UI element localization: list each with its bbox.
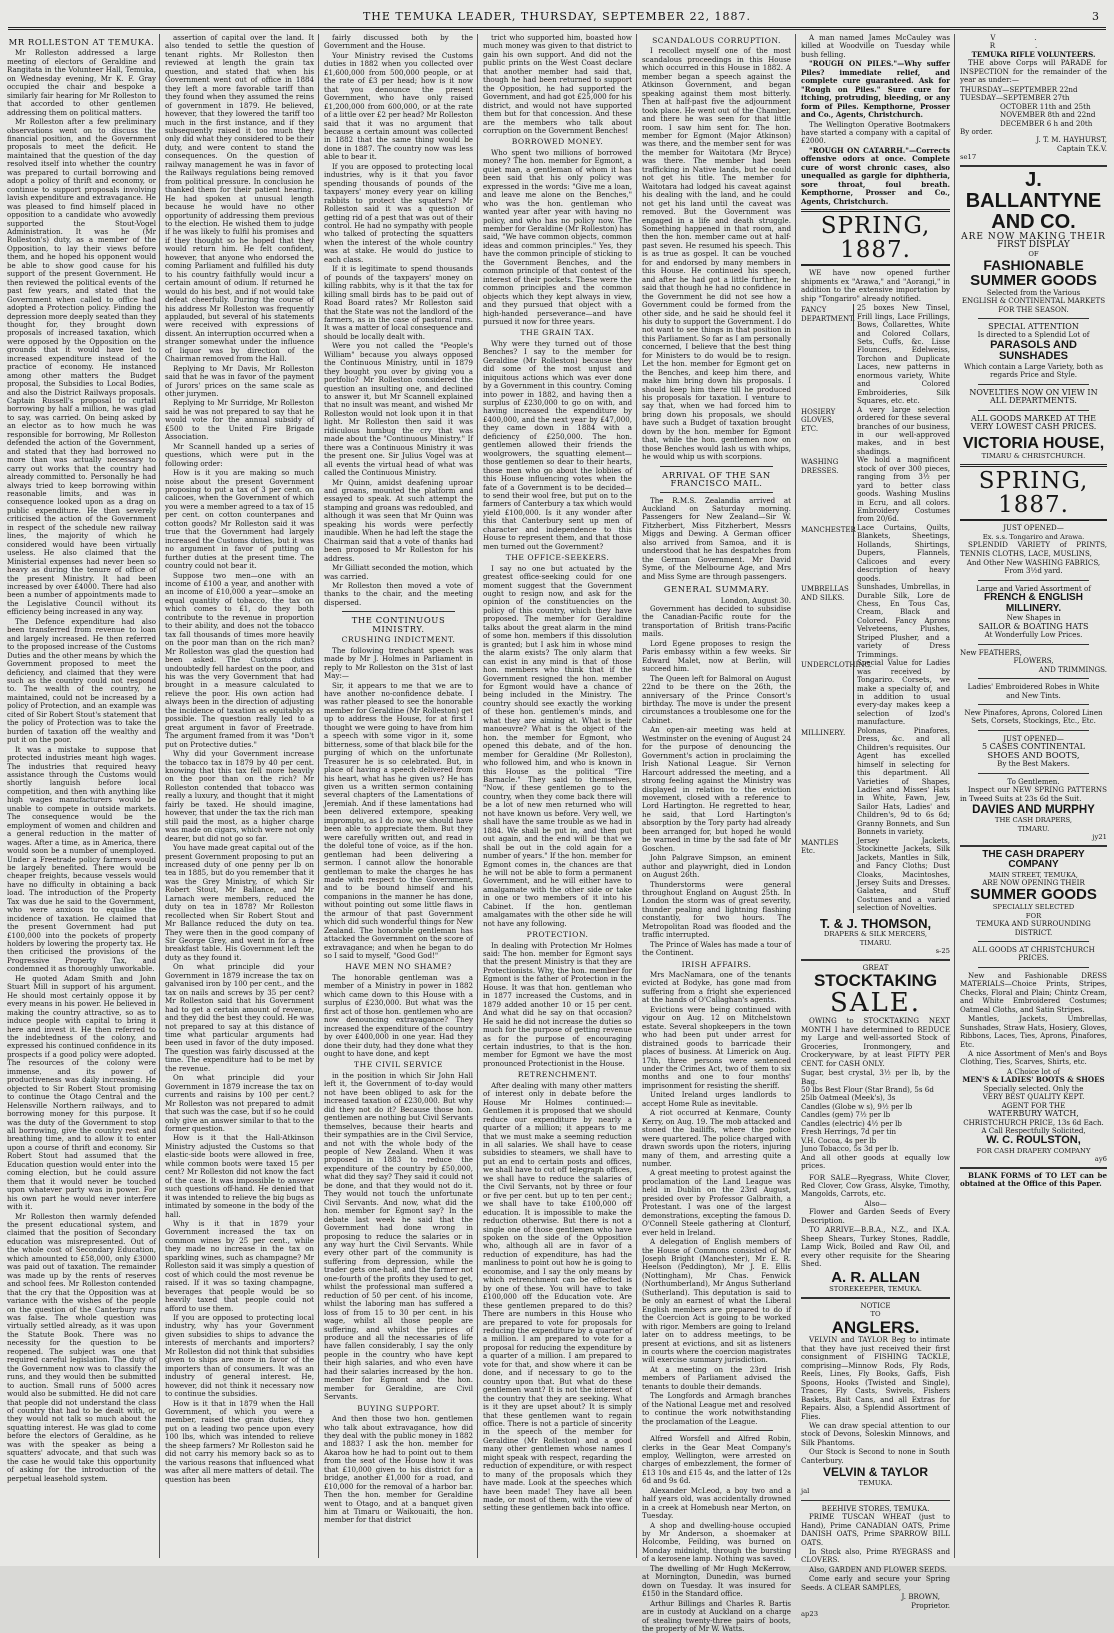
article-paragraph: I say no one but actuated by the greatest office-seeking could for one moment suggest that the Government ought to resign now, and ask for the opinion of the constituencies on the policy of this country, which they have proposed. The member for Geraldine talks about the great alarm in the mind of some hon. members if this dissolution is granted; but I ask him in whose mind the alarm exists? The only alarm that can exist in any mind is that of those hon. members who think that if the Government resigned the hon. member for Egmont would have a chance of being included in the Ministry. The country should see exactly the working of these hon. gentlemen's minds, and what they are aiming at. What is their manoeuvre? What is the object of the hon. the member for Egmont, who opened this debate, and of the hon. member for Geraldine (Mr Rolleston), who followed him, and who is known in this House as the political "Tire Barnacle." They said to themselves, "Now, if these gentlemen go to the country, when they come back there will be a lot of new men returned who will not have known us before. Very well, we shall have the same trouble as we had in 1884. We shall be put in, and then put out again, and the end will be that we shall be out in the cold again for a number of years." If the hon. member for Egmont comes in, the chances are that he will not be able to form a permanent Government, and he will either have to amalgamate with the other side or take in one or two members of it into his Cabinet. If the hon. gentleman amalgamates with the other side he will not have any following. (483, 563, 632, 928)
section-subhead: SCANDALOUS CORRUPTION. (652, 36, 781, 45)
section-subhead: PROTECTION. (526, 930, 589, 940)
advert-text: SPECIAL ATTENTION (988, 321, 1079, 331)
advert-rough-on-catarrh: "ROUGH ON CATARRH."—Corrects offensive odors at once. Complete cure of worst chronic cases, also unequalled as gargle for diphtheria, sore throat, foul breath. Kempthorne, Prosser and Co., Agents, Christchurch. (801, 145, 950, 206)
news-item: A man named James McCauley was killed at Woodville on Tuesday while bush felling. (801, 33, 950, 59)
advert-text: New Pinafores, Aprons, Colored Linen Sets, Corsets, Stockings, Etc., Etc. (964, 708, 1103, 726)
advert-text: TO ARRIVE—B.B.A., N.Z., and IX.A. Sheep Shears, Turkey Stones, Raddle, Lamp Wick, Boiled and Raw Oil, and every other requisite for the Shearing Shed. (801, 1225, 950, 1269)
price-item: Juno Tobacco, 5s 3d per lb. (801, 1144, 899, 1154)
column-rule (477, 34, 478, 1558)
article-paragraph: At a meeting on the 23rd Irish members of Parliament advised the tenants to double their demands. (642, 1364, 791, 1391)
article-paragraph: Suppose two men—one with an income of £100 a year, and another with an income of £10,000 a year—smoke an equal quantity of tobacco, the tax on which comes to £1, do they both contribute to the revenue in proportion to their ability, and does not the tobacco tax fall thousands of times more heavily on the poor man than on the rich man? Mr Rolleston was glad the question had been asked. The Customs duties undoubtedly fell hardest on the poor, and his was the very Government that had brought in a measure calculated to relieve the poor. His own action had always been in the direction of adjusting the incidence of taxation as equitably as possible. The question really led to a great argument in favor of Freetrade. The argument framed from it was "Don't put on Protective duties." (165, 570, 314, 749)
advert-text: WATERBURY WATCH, (988, 1109, 1079, 1119)
divider (978, 318, 1089, 319)
column-rule (795, 34, 796, 1558)
advert-text: We can draw special attention to our stock of Devons, Soleskin Minnows, and Silk Phantoms. (801, 1421, 950, 1447)
parade-date: OCTOBER 11th and 25th (1000, 101, 1091, 111)
advertiser-address: MAIN STREET, TEMUKA, (989, 870, 1078, 879)
advert-parasols: PARASOLS AND SUNSHADES (990, 338, 1077, 363)
advert-text: SPLENDID VARIETY of PRINTS, TENNIS CLOTHS, LACE, MUSLINS, (960, 540, 1107, 558)
advert-text: New and Fashionable DRESS MATERIALS—Choice Prints, Stripes, Checks, Floral and Plain; Chintz Cream, and White Embroidered Costumes; Oatmeal Cloths, and Satin Stripes. (960, 970, 1107, 1014)
section-subhead: BUYING SUPPORT. (357, 1403, 440, 1413)
article-paragraph: Mrs MacNamara, one of the tenants evicted at Bodyke, has gone mad from suffering from a fright she experienced at the hands of O'Callaghan's agents. (642, 970, 791, 1005)
article-paragraph: The following trenchant speech was made by Mr J. Holmes in Parliament in reply to Mr Rolleston on the 31st of last May:— (324, 645, 473, 681)
parade-dates (960, 86, 1107, 128)
advert-text: AND TRIMMINGS. (1038, 664, 1107, 674)
advert-heading: TEMUKA RIFLE VOLUNTEERS. (971, 49, 1096, 59)
advert-text: In Stock also, Prime RYEGRASS and CLOVERS. (801, 1547, 950, 1565)
masthead-title: THE TEMUKA LEADER, THURSDAY, SEPTEMBER 22, 1887. (362, 10, 752, 23)
department-label: HOSIERY GLOVES, ETC. (801, 407, 836, 433)
advert-text: THE above Corps will PARADE for INSPECTION for the remainder of the year as under:— (960, 58, 1107, 85)
article-paragraph: It was a mistake to suppose that protected industries meant high wages. The industries that required heavy assistance through the Customs would shortly languish before local competition, and then with anything like high wages manufacturers would be unable to compete in outside markets. The consequence would be the employment of women and children and a general reduction in the matter of wages. After a time, as in America, there would soon be a number of unemployed. Under a Freetrade policy farmers would be largely benefited. There would be cheaper freights, because vessels would have no difficulty in obtaining a back load. The introduction of the Property Tax was due he said to the Government, who were anxious to equalise the incidence of taxation. He claimed that the present Government had put £100,000 into the pockets of property holders by lowering the property tax. He then criticised the provisions of the Progressive Property Tax, and condemned it as thoroughly unworkable. (7, 744, 156, 974)
advert-spring-heading: SPRING, 1887. (960, 464, 1107, 521)
article-paragraph: Replying to Mr Surridge, Mr Rolleston said he was not prepared to say that he would vote for the annual subsidy of £500 to the United Fire Brigade Association. (165, 398, 314, 442)
advert-rough-on-piles: "ROUGH ON PILES."—Why suffer Piles? immediate relief, and complete cure guaranteed. Ask for "Rough on Piles." Sure cure for itching, protruding, bleeding, or any form of Piles. Kempthorne, Prosser and Co., Agents, Christchurch. (801, 59, 950, 120)
advert-text: By the Best Makers. (997, 759, 1070, 769)
advert-text: JUST OPENED— (1003, 733, 1064, 743)
column-rule (159, 34, 160, 1558)
divider (660, 466, 773, 467)
article-paragraph: The Prince of Wales has made a tour of the Continent. (642, 939, 791, 958)
advert-text: Also, GARDEN AND FLOWER SEEDS. (809, 1564, 947, 1574)
divider (660, 492, 773, 493)
advert-text: Specially selected. Only the (983, 1083, 1084, 1093)
column-rule (954, 34, 955, 1558)
price-list (801, 1069, 950, 1170)
article-paragraph: Were you not called the "People's William" because you always opposed the Continuous Ministry, until in 1879 they bought you over by giving you a portfolio? Mr Rolleston considered the question an insulting one, and declined to answer it, but Mr Scannell explained that no insult was meant, and wished Mr Rolleston would not look upon it in that light. Mr Rolleston then said it was ridiculous humbug the cry that was made about the "Continuous Ministry." If there was a Continuous Ministry it was the present one. Sir Julius Vogel was at all events the virtual head of what was called the Continuous Ministry. (324, 341, 473, 478)
advert-to: TO (870, 1310, 881, 1319)
advertiser-town: TIMARU. (1017, 824, 1050, 833)
article-paragraph: Government has decided to subsidise the Canadian-Pacific route for the transportation of British trans-Pacific mails. (642, 604, 791, 639)
divider (342, 611, 455, 612)
advert-text: SHOES AND BOOTS, (987, 750, 1080, 761)
advertiser-trade: THE CASH DRAPERS, (994, 816, 1073, 825)
advertiser-town: TEMUKA. (858, 1478, 893, 1487)
article-paragraph: How is it that in 1879 when the Hall Government, of which you were a member, raised the grain duties, they put on a leading two pence upon every 100 lbs, which was intended to relieve the sheep farmers? Mr Rolleston said he did not carry his memory back so as to the various reasons that influenced what was after all mere matters of detail. The question has been (165, 1398, 314, 1484)
advert-text: WE have now opened further shipments ex "Arawa," and "Aorangi," in addition to the extensive importation by ship "Tongariro" already notified. (801, 268, 950, 303)
department-row (801, 583, 950, 659)
divider (660, 1430, 773, 1431)
article-paragraph: A riot occurred at Kenmare, County Kerry, on Aug. 19. The mob attacked and stoned the bailiffs, where the police were quartered. The police charged with drawn swords upon the rioters, injuring many of them, and arresting quite a number. (642, 1108, 791, 1168)
advert-blank-forms: BLANK FORMS of TO LET can be obtained at the Office of this Paper. (960, 1170, 1107, 1189)
price-item: Fresh Herrings, 7d per tin (801, 1127, 897, 1137)
article-paragraph: fairly discussed both by the Government and the House. (324, 33, 473, 51)
advert-text: Flower and Garden Seeds of Every Description. (801, 1207, 950, 1225)
advert-text: Come early and secure your Spring Seeds. A CLEAR SAMPLES, (801, 1574, 950, 1592)
parade-date: NOVEMBER 8th and 22nd (1000, 110, 1096, 120)
advert-text: ALL GOODS MARKED AT THE VERY LOWEST CASH PRICES. (970, 413, 1097, 432)
advert-text: JUST OPENED— (1003, 523, 1064, 533)
article-paragraph: Mr Scannell handed up a series of questions, which were put in the following order: (165, 441, 314, 468)
advert-text: New FEATHERS, (960, 647, 1022, 657)
article-paragraph: How is it you are making so much noise about the present Government proposing to put a tax of 3 per cent. on calicoes, when the Government of which you were a member agreed to a tax of 15 per cent. on cotton counterpanes and cotton goods? Mr Rolleston said it was true that the Government had largely increased the Customs duties, but it was no argument in favor of putting on further duties at the present time. The country could not bear it. (165, 468, 314, 571)
advert-text: By order. (960, 126, 993, 136)
article-headline: GENERAL SUMMARY. (663, 584, 770, 595)
department-text: A very large selection ordered for these several branches of our business, in our well-approved makes, and in best shadings. (853, 406, 950, 457)
article-paragraph: Why is it that in 1879 your Government increased the tax on common wines by 25 per cent., while they made no increase in the tax on sparkling wines, such as champagne? Mr Rolleston said it was simply a question of cost of which could the most revenue be raised. If it was so taxing champagne, beverages that people would be so heavily taxed that people could not afford to use them. (165, 1218, 314, 1313)
article-paragraph: If you are opposed to protecting local industries, why is it that you favor spending thousands of pounds of the taxpayers' money every year on killing rabbits to protect the squatters? Mr Rolleston said it was a question of getting rid of a pest that was out of their control. He had no sympathy with people who talked of protecting the squatters when the interest of the whole country was at stake. He would do justice to each class. (324, 161, 473, 264)
section-subhead: THE CIVIL SERVICE (354, 1060, 443, 1070)
article-paragraph: On what principle did your Government in 1879 increase the tax on currents and raisins by 100 per cent.? Mr Rolleston was not prepared to admit that such was the case, but if so he could only give an answer similar to that to the former question. (165, 1073, 314, 1133)
advert-text: FOR SALE—Ryegrass, White Clover, Red Clover, Cow Grass, Alsyke, Timothy, Mangolds, Carrots, etc. (801, 1172, 950, 1199)
department-text: Polonas, Pinafores, Dress, &c. and all Children's requisites. Our Agent has excelled himself in selecting for this department. All Varieties of Shapes, Ladies' and Misses' Hats in White, Fawn, Jew, Sailor Hats, Ladies' and Children's, 9d to 6s 6d; Granny Bonnets, and Sun Bonnets in variety. (853, 727, 950, 837)
article-paragraph: A delegation of English members of the House of Commons consisted of Mr Joseph Bright (Manchester), Mr E. R. Heelson (Peddington), Mr J. E. Ellis (Nottingham), Mr Chas. Fenwick (Northumberland), Mr Angus Sutherland (Sutherland). This deputation is said to be only an earnest of what the Liberal English members are prepared to do if the Coercion Act is going to be worked with rigor. Members are going to Ireland later on to address meetings, to be present at evictions, and sit as listeners in courts where the coercion magistrates will exercise summary jurisdiction. (642, 1237, 791, 1365)
department-text: Lace Curtains, Quilts, Blankets, Sheetings, Hollands, Shirtings, Dupers, Flannels, Calicoes and every description of heavy goods. (853, 524, 950, 583)
section-subhead: BORROWED MONEY. (511, 137, 604, 147)
advert-text: ENGLISH & CONTINENTAL MARKETS FOR THE SEASON. (961, 296, 1106, 314)
column-7 (957, 34, 1110, 1558)
advertiser-town: TIMARU. (859, 938, 892, 947)
article-paragraph: Who spent two millions of borrowed money? The hon. member for Egmont, a quiet man, a gentleman of whom it has been said that his only policy was expressed in the words: "Give me a loan, and leave me alone on the Benches," who was the hon. gentleman who wanted year after year with having no policy, and who has no policy now. The member for Geraldine (Mr Rolleston) has said, "We have common objects, common ideas and common principles." Yes, they have the common principle of sticking to the Government Benches, and the common principle of that contest of the interest of their pockets. These were the common principles and the common objects which they kept always in view, and they pursued that object with a high-handed perseverance—and have pursued it now for three years. (483, 147, 632, 326)
advert-ref: ay6 (1094, 1155, 1107, 1164)
divider (960, 1167, 1107, 1169)
advert-text: A Choice lot of (1007, 1066, 1060, 1076)
divider (978, 410, 1089, 411)
article-paragraph: Mr Gilliatt seconded the motion, which was carried. (324, 563, 473, 581)
advert-heading: BEEHIVE STORES, TEMUKA. (821, 1503, 930, 1513)
article-headline: ARRIVAL OF THE SAN FRANCISCO MAIL. (662, 469, 771, 489)
article-paragraph: In dealing with Protection Mr Holmes said: The hon. member for Egmont says that the present Ministry is that they are Protectionists. Why, the hon. member for Egmont is the father of Protection in the House. It was that hon. gentleman who in 1877 increased the Customs, and in 1879 added another 10 or 15 per cent. And what did he say on that occasion? He said he did not increase the duties so much for the purpose of getting revenue as for the purpose of encouraging certain industries, to that is the hon. member for Egmont we have the most pronounced Protectionist in the House. (483, 940, 632, 1068)
divider (978, 704, 1089, 705)
advert-text: At Wonderfully Low Prices. (984, 630, 1083, 640)
department-row (801, 659, 950, 727)
advert-text: Which contain a Large Variety, both as regards Price and Style. (963, 361, 1104, 380)
divider (960, 845, 1107, 847)
advertiser-name: VICTORIA HOUSE, (962, 434, 1105, 452)
department-row (801, 304, 950, 405)
advert-text: FIRST DISPLAY (997, 240, 1070, 251)
article-paragraph: A shop and dwelling-house occupied by Mr Anderson, a shoemaker at Holcombe, Feilding, was burned on Monday midnight, through the bursting of a kerosene lamp. Nothing was saved. (642, 1520, 791, 1564)
column-5 (639, 34, 794, 1633)
advert-text: CHRISTCHURCH PRICE, 13s 6d Each. (963, 1117, 1104, 1127)
article-paragraph: Lord Egene proposes to resign the Paris embassy within a few weeks. Sir Edward Malet, now at Berlin, will succeed him. (642, 638, 791, 674)
advertiser-name: A. R. ALLAN (831, 1268, 920, 1286)
article-paragraph: in the position in which Sir John Hall left it, the Government of to-day would not have been obliged to ask for the increased taxation of £230,000. But why did they not do it? Because those hon. gentlemen are nothing but Civil Servants themselves, because their hearts and their sympathies are in the Civil Service, and not with the whole body of the people of New Zealand. When it was proposed in 1883 to reduce the expenditure of the country by £50,000, what did they say? They said it could not be done, and that they would not do it. They would not touch the unfortunate Civil Servants. And now, what did the hon. member for Egmont say? In the debate last week he said that the Government had done wrong in proposing to reduce the salaries or in any way hurt the Civil Servants. While every other part of the community is suffering from depression, while the trader gets one-half, and the farmer not one-fourth of the profits they used to get, whilst the professional man suffered a reduction of 50 per cent. of his income, whilst the laboring man has suffered a loss of from 15 to 30 per cent. in his wage, whilst all those people are suffering, and whilst the prices of produce and all the necessaries of life have fallen considerably, I say the only people in the country who have kept their high salaries, and who even have had their salaries increased by the hon. member for Egmont and the hon. member for Geraldine, are Civil Servants. (324, 1070, 473, 1402)
advert-text: A Call Respectfully Solicited, (981, 1126, 1086, 1136)
advert-text: PRIME TUSCAN WHEAT (just to Hand), Prime CANADIAN OATS, Prime DANISH OATS, Prime SPARROW BILL OATS. (801, 1512, 950, 1547)
article-paragraph: The Defence expenditure had also been transferred from revenue to loan and largely increased. He then referred to the proposed increase of the Customs Duties and the other means by which the Government proposed to meet the deficiency, and claimed that they were such as the country could not respond to. The wealth of the country, he maintained, could not be increased by a policy of Protection, and an example was cited of Sir Robert Stout's statement that the policy of Protection was to take the burden of taxation off the wealthy and put it on the poor. (7, 616, 156, 745)
price-item: 50 lbs Best Flour (Star Brand), 5s 6d (801, 1085, 934, 1094)
department-label: WASHING DRESSES. (801, 458, 839, 475)
section-subhead: HAVE MEN NO SHAME? (345, 962, 452, 972)
article-paragraph: Your Ministry revised the Customs duties in 1882 when you collected over £1,600,000 from 500,000 people, or at the rate of £3 per head; how is it now that you denounce the present Government, who have only raised £1,200,000 from 600,000, or at the rate of a little over £2 per head? Mr Rolleston said that it was no argument that because a certain amount was collected in 1882 that the same thing would be done in 1887. The country now was less able to bear it. (324, 50, 473, 162)
department-row (801, 406, 950, 457)
advertiser-trade: FOR CASH DRAPERY COMPANY (976, 1147, 1091, 1156)
article-paragraph: Why did your Government increase the tobacco tax in 1879 by 40 per cent. knowing that this tax fell more heavily on the poor than on the rich? Mr Rolleston contended that tobacco was really a luxury, and thought that it might fairly be taxed. He should imagine, however, that under the tax the rich man still paid the most, as a higher charge was made on cigars, which were not only dearer, but did not go so far. (165, 749, 314, 843)
divider (978, 384, 1089, 385)
dateline: London, August 30. (720, 595, 791, 605)
department-row (801, 837, 950, 913)
advert-ref: jal (801, 1487, 810, 1496)
price-item: And all other goods at equally low prices. (801, 1152, 950, 1171)
advertiser-town: TIMARU & CHRISTCHURCH. (981, 452, 1086, 461)
article-paragraph: Mr Quinn, amidst deafening uproar and groans, mounted the platform and essayed to speak. At such attempt the stamping and groans was redoubled, and although it was seen that Mr Quinn was speaking his words were perfectly inaudible. When he had left the stage the Chairman said that a vote of thanks had been proposed to Mr Rolleston for his address. (324, 477, 473, 563)
article-paragraph: trict who supported him, boasted how much money was given to that district to gain his own support. And did not the public prints on the West Coast declare that another member had said that, though he had been returned to support the Opposition, he had supported the Government, and had got £25,000 for his district, and would not have supported them but for that concession. And these are the members who talk about corruption on the Government Benches! (483, 33, 632, 135)
article-paragraph: An open-air meeting was held at Westminster on the evening of August 24 for the purpose of denouncing the Government's action in proclaiming the Irish National League. Sir Vernon Harcourt addressed the meeting, and a strong feeling against the Ministry was displayed in relation to the eviction movement, closed with a reference to Lord Hartington. He regretted to hear, he said, that Lord Hartington's absorption by the Tory party had already been arranged for, but hoped he would be warned in time by the sad fate of Mr Goschen. (642, 725, 791, 853)
department-text: Special Value for Ladies was received by Tongariro. Corsets, we make a specialty of, and in addition to usual every-day makes keep a selection of Izod's manufacture. (853, 659, 950, 727)
advert-text: Also— (864, 1198, 887, 1208)
advert-text: VERY BEST QUALITY KEPT. (982, 1092, 1085, 1102)
article-paragraph: John Palgrave Simpson, an eminent author and playwright, died in London on August 26th. (642, 853, 791, 880)
article-paragraph: Evictions were being continued with vigour on Aug. 12 on Mitchelstown estate. Several shopkeepers in the town who had been put under arrest for distrained goods to barricade their places of business. At Limerick on Aug. 17th, three persons were sentenced under the Crimes Act, two of them to six months and one to four months' imprisonment for resisting the sheriff. (642, 1004, 791, 1090)
article-paragraph: He quoted Adam Smith and John Stuart Mill in support of his argument. He should most certainly oppose it by every means in his power. He believed in making the country attractive, so as to induce people with capital to bring it here and invest it. He then referred to the indebtedness of the colony, and expressed his continued confidence in its prospects if a good policy were adopted. The resources of the colony were immense, and its power of productiveness was daily increasing. He objected to Sir Robert Stout promising to continue the Otago Central and the Helensville Northern railways, and to borrowing money for this purpose. It was the duty of the Government to stop all borrowing, give the country rest and breathing time, and to allow it to enter upon a course of thrift and economy. Sir Robert Stout had assumed that the Education question would enter into the coming election, but he could assure them that it would never be touched upon whatever party was in power. For his own part he would never interfere with it. (7, 973, 156, 1212)
vr-heading: V. R. (989, 33, 1078, 51)
department-text: Jersey Jackets, Stockinette Jackets, Silk Jackets, Mantles in Silk, and Fancy Cloths; Dust Cloaks, Macintoshes, Jersey Suits and Dresses. Galatea, and Stuff Costumes and a varied selection of Novelties. (853, 837, 950, 913)
column-rule (318, 34, 319, 1558)
advert-ref: s-25 (935, 947, 950, 956)
article-paragraph: The dwelling of Mr Hugh McKerrow, at Mornington, Dunedin, was burned down on Tuesday. It was insured for £150 in the Standard office. (642, 1563, 791, 1599)
page-number: 3 (1092, 10, 1100, 23)
advert-departments (801, 304, 950, 913)
article-paragraph: Arthur Billings and Charles R. Bartis are in custody at Auckland on a charge of stealing twenty-three pairs of boots, the property of Mr W. Watts. (642, 1598, 791, 1633)
price-item: 25lb Oatmeal (Meek's), 3s (801, 1093, 896, 1103)
advert-french-millinery: FRENCH & ENGLISH MILLINERY. (984, 592, 1083, 614)
advert-text: Ex. s.s. Tongariro and Arawa. (982, 532, 1085, 541)
advert-text: OWING to STOCKTAKING NEXT MONTH I have determined to REDUCE my Large and well-assorted Stock of Groceries, Ironmongery, and Crockeryware, by at least FIFTY PER CENT. for CASH ONLY. (801, 1016, 950, 1068)
advertiser-trade: DRAPERS & SILK MERCERS, (823, 930, 928, 939)
advertiser-name: T. & J. THOMSON, (819, 915, 932, 931)
advertiser-name: J. BROWN, (901, 1592, 940, 1602)
section-subhead: RETRENCHMENT. (517, 1070, 598, 1080)
article-paragraph: Replying to Mr Davis, Mr Rolleston said that he was in favor of the payment of Jurors' prices on the same scale as other jurymen. (165, 363, 314, 399)
advert-ref: se17 (960, 153, 977, 162)
advert-text: OF (1028, 249, 1039, 258)
article-paragraph: United Ireland urges landlords to accept Home Rule as inevitable. (642, 1090, 791, 1108)
advert-text: FOR (1025, 911, 1042, 920)
department-text: 25 boxes New Tinsel, Frill lings, Lace Frillings, Bows, Collarettes, White and Colored Collars, Sets, Cuffs, &c. Lisse Flounces, Edelweiss, Torchon and Duplicate Laces, new patterns in enormous variety, White and Colored Embroideries, Silk Squares, etc. etc. (853, 304, 950, 405)
article-paragraph: The honorable gentleman was a member of a Ministry in power in 1882 which came down to this House with a surplus of £230,000. But what was the first act of those hon. gentlemen who are now denouncing extravagance? They increased the expenditure of the country by over £400,000 in one year. Had they done their duty, had they done what they ought to have done, and kept (324, 972, 473, 1059)
article-paragraph: Thunderstorms were general throughout England on August 25th. In London the storm was of great severity, thunder pealing and lightning flashing constantly, for two hours. The Metropolitan Road was flooded and the traffic interrupted. (642, 879, 791, 940)
advert-ref: jy21 (1092, 833, 1107, 842)
article-paragraph: The Queen left for Balmoral on August 22nd to be there on the 26th, the anniversary of the Prince Consort's birthday. The move is under the present circumstances a troublesome one for the Cabinet. (642, 673, 791, 725)
advert-text: Is directed to a Splendid Lot of (977, 330, 1090, 340)
article-paragraph: Mr Rolleston then warmly defended the present educational system, and claimed that the position of Secondary education was misrepresented. Out of the whole cost of Secondary Education, which amounted to £58,000, only £3000 was paid out of taxation. The remainder was made up by the rents of reserves and school fees. Mr Rolleston contended that the cry that the Opposition was at variance with the wishes of the people on the question of the Canterbury runs was false. The whole question was virtually settled already, as it was upon the Statute Book. There was no necessity for the question to be reopened. The subject was one that required careful legislation. The duty of the Government now was to classify the runs, and they would then be submitted to auction. Small runs of 5000 acres would also be submitted. He did not care that people did not understand the class of country that had to be dealt with, or they would not talk so much about the squatting interest. He was glad to come before the electors of Geraldine, as he was with the speaker as being a squatters' advocate, and that such was the case he would take this opportunity of asking for the introduction of the perpetual leasehold system. (7, 1211, 156, 1483)
advert-fashionable: FASHIONABLE (983, 257, 1084, 274)
parade-date: THURSDAY—SEPTEMBER 22nd (960, 84, 1078, 94)
advertiser-name: VELVIN & TAYLOR (822, 1465, 929, 1480)
section-subhead: IRISH AFFAIRS. (681, 959, 752, 969)
column-3 (321, 34, 476, 1558)
department-label: MILLINERY. (801, 728, 846, 737)
divider (801, 1500, 950, 1501)
advertiser-name: THE CASH DRAPERY COMPANY (982, 848, 1085, 870)
article-paragraph: You have made great capital out of the present Government proposing to put an increased duty of one penny per lb on tea in 1885, but do you remember that it was the Grey Ministry, of which Sir Robert Stout, Mr Ballance, and Mr Larnach were members, reduced the duty on tea in 1878? Mr Rolleston recollected when Sir Robert Stout and Mr Ballance reduced the duty on tea. They were then in the good company of Sir George Grey, and went in for a free breakfast table. His Government left the duty as they found it. (165, 843, 314, 962)
advertiser-title: Proprietor. (911, 1600, 950, 1610)
parade-date: TUESDAY—SEPTEMBER 27th (960, 93, 1070, 103)
divider (801, 959, 950, 961)
article-paragraph: Alfred Worsfell and Alfred Robin, clerks in the Gear Meat Company's employ, Wellington, were arrested on charges of embezzlement, the former of £13 10s and £15 4s, and the latter of 12s 6d and 9s 6d. (642, 1434, 791, 1486)
department-label: MANCHESTER (801, 525, 856, 534)
column-2 (162, 34, 317, 1558)
advert-notice: NOTICE (860, 1300, 891, 1310)
article-paragraph: Mr Rolleston then moved a vote of thanks to the chair, and the meeting dispersed. (324, 581, 473, 607)
advert-text: Large and Varied Assortment of (976, 583, 1091, 593)
advert-text: ARE NOW OPENING THEIR (982, 877, 1085, 887)
divider (978, 678, 1089, 679)
article-paragraph: Alexander McLeod, a boy two and a half years old, was accidentally drowned in a creek at Homebush near Merton, on Tuesday. (642, 1485, 791, 1521)
advert-great: GREAT (862, 962, 889, 972)
article-paragraph: The R.M.S. Zealandia arrived at Auckland on Saturday morning. Passengers for New Zealand—Sir W. Fitzherbert, Miss Fitzherbert, Messrs Miggs and Dewing. A German officer also arrived from Samoa, and it is understood that he has despatches from the German Government. Mr David Syme, of the Melbourne Age, and Mrs and Miss Syme are through passengers. (642, 495, 791, 581)
price-item: Candles (gem) 7½ per lb (801, 1110, 891, 1120)
department-row (801, 524, 950, 583)
department-row (801, 456, 950, 524)
news-item: The Wellington Operative Bootmakers have started a company with a capital of £2000. (801, 119, 950, 146)
advertiser-name: DAVIES AND MURPHY (972, 804, 1095, 817)
price-item: V.H. Cocoa, 4s per lb (801, 1135, 877, 1145)
advert-text: MEN'S & LADIES' BOOTS & SHOES (962, 1075, 1105, 1085)
column-6 (798, 33, 953, 1619)
article-headline: MR ROLLESTON AT TEMUKA. (8, 37, 155, 47)
article-paragraph: I recollect myself one of the most scandalous proceedings in this House which occurred in this House in 1882. A member began a speech against the Atkinson Government, and began speaking against them most bitterly. Then at half-past five the adjournment took place. He went out of the Chamber, and there he was seen for that little room. I saw him sent for. The hon. member for Egmont (Major Atkinson) was there, and the member sent for was the member for Waitotara (Mr Bryce) was there. The member had been trafficking in Native lands, but he could not get his title. The member for Waitotara had lodged his caveat against his dealing with the land, and he could not get his land until the caveat was removed. But the Government was engaged in a life and death struggle. Something happened in that room, and then the hon. member came out at half-past seven. He resumed his speech. This is as true as gospel. It can be vouched for and endorsed by many members in this House. He continued his speech, and after he had got a little further, he said that though he had no confidence in the Government he did not see how a Government could be formed from the other side, and he said he should feel it his duty to support the Government. I do not want to see things in that position in this Parliament. So far as I am personally concerned, I believe that the best thing for Ministers to do would be to resign. Let the hon. member for Egmont get on the Benches, and keep him there, and make him bring down his proposals. I should keep him there till he produced his proposals for taxation. I venture to say that, when we had forced him to bring down his proposals, we should have such a Budget of taxation brought down by the hon. member for Egmont that, while the hon. gentlemen now on those Benches would lash us with whips, he would whip us with scorpions. (642, 46, 791, 462)
advert-text: 5 CASES CONTINENTAL (982, 742, 1085, 752)
advert-text: Inspect our NEW SPRING PATTERNS in Tweed Suits at 23s 6d the Suit. (960, 785, 1107, 803)
advert-text: AGENT FOR THE (1001, 1100, 1066, 1110)
advertiser-name-2: AND CO. (991, 210, 1076, 233)
advert-text: Selected from the Various (986, 287, 1081, 297)
advert-text: NOVELTIES NOW ON VIEW IN ALL DEPARTMENTS. (969, 387, 1098, 406)
section-subhead: THE GRAIN TAX. (520, 328, 595, 338)
advert-text: SAILOR & BOATING HATS (978, 621, 1089, 631)
advert-text: FLOWERS, (1013, 656, 1054, 666)
advert-summer-goods: SUMMER GOODS (970, 886, 1097, 904)
column-4 (480, 34, 635, 1558)
column-1 (4, 34, 159, 1558)
section-subhead: THE OFFICE-SEEKERS. (505, 553, 610, 563)
advertiser-name: W. C. ROULSTON, (986, 1134, 1081, 1147)
advertiser-trade: STOREKEEPER, TEMUKA. (829, 1285, 922, 1294)
article-paragraph: Why were they turned out of those Benches? I say to the member for Geraldine (Mr Rolleston) because they did some of the most unjust and iniquitous actions which was ever done by a Government in this country. Coming into power in 1882, and having then a surplus of £230,000 to go on with, and having increased the expenditure by £400,000, and the next year by £47,000, they came down in 1884 with a deficiency of £250,000. The hon. gentlemen allowed their friends the woolgrowers, the squatting element—those gentlemen so dear to their hearts, those men who go about the lobbies of this House influencing votes when the fate of a Government is to be decided—to send their wool free, but put on to the farmers of Canterbury a tax which would yield £100,000. Is it any wonder after this that Canterbury sent up men of character and independence to this House to represent them, and that those men turned out the Government? (483, 338, 632, 551)
advertiser-name: J. BALLANTYNE (965, 168, 1102, 212)
divider (801, 1297, 950, 1299)
department-label: UNDERCLOTHING. (801, 661, 872, 670)
article-paragraph: Mr Rolleston after a few preliminary observations went on to discuss the financial position, and the Government proposals to meet the deficit. He maintained that the question of the day resolved itself into whether the country was prepared to curtail borrowing and adopt a policy of thrift and economy, or continue to support proposals involving lavish expenditure and extravagance. He was pleased to find himself placed in opposition to a candidate who avowedly supported the Stout-Vogel Administration. It was he (Mr Rolleston's) duty, as a member of the Opposition, to lay their views before them, and he hoped his opponent would be able to show good cause for his support of the present Government. He then reviewed the political events of the past few years, and stated that the Government when called to office had adopted a Protection policy. Finding the depression more deeply seated than they thought for, they brought down proposals of increased taxation, which were opposed by the Opposition on the grounds that it would have led to increased expenditure instead of the practice of economy. He instanced among other matters the Budget proposal, the Subsidies to Local Bodies, and also the District Railways proposals. Captain Russell's proposal to curtail borrowing by half a million, he was glad to say, was carried. On being asked by an elector as to how much he was responsible for borrowing, Mr Rolleston defended the action of the Government, and stated that they had borrowed no more than was actually necessary to carry out works that the country had already committed to. Personally he had always tried to keep borrowing within reasonable limits, and was in consequence looked upon as a drag on public expenditure. He then severely criticised the action of the Government in respect of the schedule new railway lines, the majority of which he considered would have been virtually useless. He also claimed that the Ministerial expenses had never been so heavy as during the tenure of office of the present Ministry. It had been increased by over £4000. There had also been a number of appointments made to the Legislative Council without its efficiency being increased in any way. (7, 117, 156, 617)
price-item: Candles (Globe w s), 9½ per lb (801, 1101, 913, 1111)
advertiser-title: Captain T.K.V. (1056, 143, 1107, 153)
advert-stocktaking: STOCKTAKING (813, 971, 938, 991)
divider (960, 165, 1107, 167)
divider (978, 967, 1089, 968)
masthead (8, 6, 1106, 30)
price-item: Sugar, best crystal, 3½ per lb, by the Bag. (801, 1068, 950, 1086)
advert-text: A nice Assortment of Men's and Boys Clothing, Ties, Scarves, Shirts, etc. (960, 1048, 1107, 1067)
advert-text: ARE NOW MAKING THEIR (961, 231, 1106, 242)
advert-text: New Shapes in (1006, 613, 1061, 623)
article-paragraph: The Longfords and Armagh branches of the National League met and resolved to continue the work notwithstanding the proclamation of the League. (642, 1391, 791, 1426)
advert-text: Mantles, Jackets, Umbrellas, Sunshades, Straw Hats, Hosiery, Gloves, Ribbons, Laces, Ties, Aprons, Pinafores, Etc. (960, 1014, 1107, 1049)
advert-text: TEMUKA AND SURROUNDING DISTRICT. (976, 919, 1091, 937)
article-paragraph: On what principle did your Government in 1879 increase the tax on galvanised iron by 100 per cent., and the tax on nails and screws by 35 per cent? Mr Rolleston said that his Government had to get a certain amount of revenue, and they did the best they could. He was not prepared to say at this distance of time what particular arguments had been used in favor of the duty imposed. The question was fairly discussed at the time. The expenditure had to be met by the revenue. (165, 962, 314, 1073)
price-item: Candles (electric) 4½ per lb (801, 1118, 902, 1128)
article-paragraph: If you are opposed to protecting local industry, why has your Government given subsidies to ships to advance the interests of merchants and importers? Mr Rolleston did not think that subsidies given to ships are more in favor of the importers than of consumers. It was an industry of general interest. He, however, did not think it necessary now to continue the subsidies. (165, 1312, 314, 1399)
article-paragraph: assertion of capital over the land. It also tended to settle the question of tenant rights. Mr Rolleston then reviewed at length the grain tax question, and stated that when his Government went out of office in 1884 they left a more favorable tariff than they found when they assumed the reins of government in 1879. He believed, however, that they lowered the tariff too much in the first instance, and if they subsequently raised it too much they only did what they considered to be their duty, and were content to stand the consequences. On the question of railway management he was in favor of the Railways regulations being removed from political pressure. In conclusion he thanked them for their patient hearing. He had spoken at unusual length because he would have no other opportunity of addressing them previous to the election. He wished them to judge if he was likely to fulfil his promises and if they thought so he hoped that they would return him. He felt confident, however, that anyone who endorsed the coming Parliament and fulfilled his duty to his country faithfully would incur a certain amount of odium. If returned he would do his best, and if not would take defeat cheerfully. During the course of his address Mr Rolleston was frequently applauded, but several of his statements were received with expressions of dissent. An interruption occurred when a stranger somewhat under the influence of liquor was by direction of the Chairman removed from the Hall. (165, 33, 314, 364)
department-text: We hold a magnificent stock of over 300 pieces, ranging from 3½ per yard to better class goods. Washing Muslins in Ecru, and all colors. Embroidery Costumes from 20/6d. (853, 456, 950, 524)
article-paragraph: After dealing with many other matters of interest only in debate before the House Mr Holmes continued:—Gentlemen it is proposed that we should reduce our expenditure by nearly a quarter of a million; it appears to me that we must make a seeming reduction in all salaries. We shall have to cease subsidies to steamers, we shall have to put an end to certain posts and offices, we shall have to cut off telegraph offices, we shall have to reduce the salaries of the Civil Servants, not by three or four or five per cent. but up to ten per cent.; we shall have to take £100,000 off education. It is impossible to make the reduction otherwise. But there is not a single one of those gentlemen who have spoken on the side of the Opposition who, although all are in favor of a reduction of expenditure, has had the manliness to point out how he is going to economise, and I say the only means by which retrenchment can be effected is by one of these. You will have to take £100,000 off the Education vote. Are these gentlemen prepared to do this? There are numbers in this House who are prepared to vote for proposals for reducing the expenditure by a quarter of a million. I am prepared to vote for a proposal for reducing the expenditure by a quarter of a million. I am prepared to vote for that, and show where it can be done, and if necessary to go to the country upon that. But what do these gentlemen want? It is not the interest of the country that they are seeking. What is it they are upset about? It is simply that these gentlemen want to regain office. There is not a particle of sincerity in the speech of the member for Geraldine (Mr Rolleston) and a good many other gentlemen whose names I might speak with respect, regarding the reduction of expenditure, or with respect to many of the proposals which they have made. Look at the speeches which have been made! They have all been made, or most of them, with the view of setting these gentlemen back into office. (483, 1080, 632, 1513)
article-headline: THE CONTINUOUS MINISTRY. (351, 615, 446, 634)
divider (978, 580, 1089, 581)
article-paragraph: And then those two hon. gentlemen who talk about extravagance, how did they deal with the public money in 1882 and 1883? I ask the hon. member for Akaroa how he had to point out to them from the seat of the House how it was that £10,000 given to his district for a bridge, another £1,000 for a road, and £10,000 for the removal of a harbor bar. Then the hon. member for Geraldine went to Otago, and at a banquet given him at Timaru or Waikouaiti, the hon. member for that district (324, 1414, 473, 1525)
article-paragraph: If it is legitimate to spend thousands of pounds of the taxpayers' money on killing rabbits, why is it that the tax for killing small birds has to be paid out of Road Board rates? Mr Rolleston said that the State was not the landlord of the farmers, as in the case of pastoral runs. It was a matter of local consequence and should be locally dealt with. (324, 264, 473, 341)
department-label: UMBRELLAS AND SILKS. (801, 585, 849, 602)
divider (978, 773, 1089, 774)
divider (978, 644, 1089, 645)
advert-text: Ladies' Embroidered Robes in White and New Tints. (967, 682, 1100, 700)
advert-summer-goods: SUMMER GOODS (970, 271, 1097, 289)
advert-spring-heading: SPRING, 1887. (801, 209, 950, 266)
article-paragraph: How is it that the Hall-Atkinson Ministry adjusted the Customs so that elastic-side boots were allowed in free, while common boots were taxed 15 per cent? Mr Rolleston did not know the fact of the case. It was impossible to answer such questions off-hand. He denied that it was intended to relieve the big bugs as intimated by someone in the body of the hall. (165, 1133, 314, 1219)
advert-text: Our Stock is Second to none in South Canterbury. (801, 1447, 950, 1465)
advertiser-name: J. T. M. HAYHURST, (1036, 135, 1107, 145)
column-rule (636, 34, 637, 1558)
advert-text: ALL GOODS AT CHRISTCHURCH PRICES. (972, 944, 1095, 963)
article-paragraph: Sir, it appears to me that we are to have another no-confidence debate. I was rather pleased to see the honorable member for Geraldine (Mr Rolleston) get up to address the House, for at first I thought we were going to have from him a speech with some vigor in it, some bitterness, some of that black bile for the purging of which on the unfortunate Treasurer he is so celebrated. But, in place of having a speech delivered from his heart, what has he given us? He has given us a written sermon containing several chapters of the Lamentations of Jeremiah. And if these lamentations had been delivered extempore, speaking impromptu, as I do now, we should have been able to appreciate them. But they were carefully written out, and read in the doleful tone of voice, as if the hon. gentleman had been delivering a sermon. I cannot allow the honorable gentleman to make the charges he has made with respect to the Government, and to be bound himself and his companions in the manner he has done, without pointing out some little flaws in the armour of that past Government which did such wonderful things for New Zealand. The honorable gentleman has attacked the Government on the score of extravagance; and when he began to do so I said to myself, "Good God!" (324, 680, 473, 961)
advert-text: To Gentlemen. (1007, 776, 1060, 786)
parade-date: DECEMBER 6 h and 20th (1000, 118, 1093, 128)
advert-text: And Other New WASHING FABRICS, From 3½d yard. (966, 558, 1101, 576)
department-label: MANTLES Etc. (801, 838, 839, 856)
advert-ref: ap23 (801, 1610, 819, 1619)
department-text: Sunshades, Umbrellas, in Durable Silk, Lore de Chess, En Tous Cas, Cream, Black and Colored. Fancy Aprons Velveteens, Plushes, Striped Plusher, and a variety of Dress Trimmings. (853, 583, 950, 659)
advert-text: SPECIALLY SELECTED (992, 903, 1075, 912)
divider (978, 730, 1089, 731)
article-subheadline: CRUSHING INDICTMENT. (341, 635, 456, 645)
article-paragraph: Mr Rolleston addressed a large meeting of electors of Geraldine and Rangitata in the Volunteer Hall, Temuka, on Wednesday evening, Mr K. F. Gray occupied the chair and bespoke a similarly fair hearing for Mr Rolleston to that accorded to other gentlemen addressing them on political matters. (7, 48, 156, 117)
advert-text: VELVIN and TAYLOR Beg to intimate that they have just received their first consignment of FISHING TACKLE, comprising—Minnow Rods, Fly Rods, Reels, Lines, Fly Books, Gaffs, Fish Spoons, Hooks (Twisted and Single), Traces, Fly Casts, Swivels, Fishers Baskets, Bait Cans, and all Extras for Repairs. Also, a Splendid Assortment of Flies. (801, 1335, 950, 1421)
department-label: FANCY DEPARTMENT. (801, 306, 855, 323)
department-row (801, 727, 950, 837)
advert-sale: SALE. (829, 988, 922, 1019)
article-paragraph: A great meeting to protest against the proclamation of the Land League was held in Dublin on the 23rd August, presided over by Professor Galbraith, a Protestant. I was one of the largest demonstrations, excepting the famous D. O'Connell Steele gathering at Clonturf, ever held in Ireland. (642, 1168, 791, 1237)
divider (978, 941, 1089, 942)
advert-anglers: ANGLERS. (831, 1317, 920, 1337)
